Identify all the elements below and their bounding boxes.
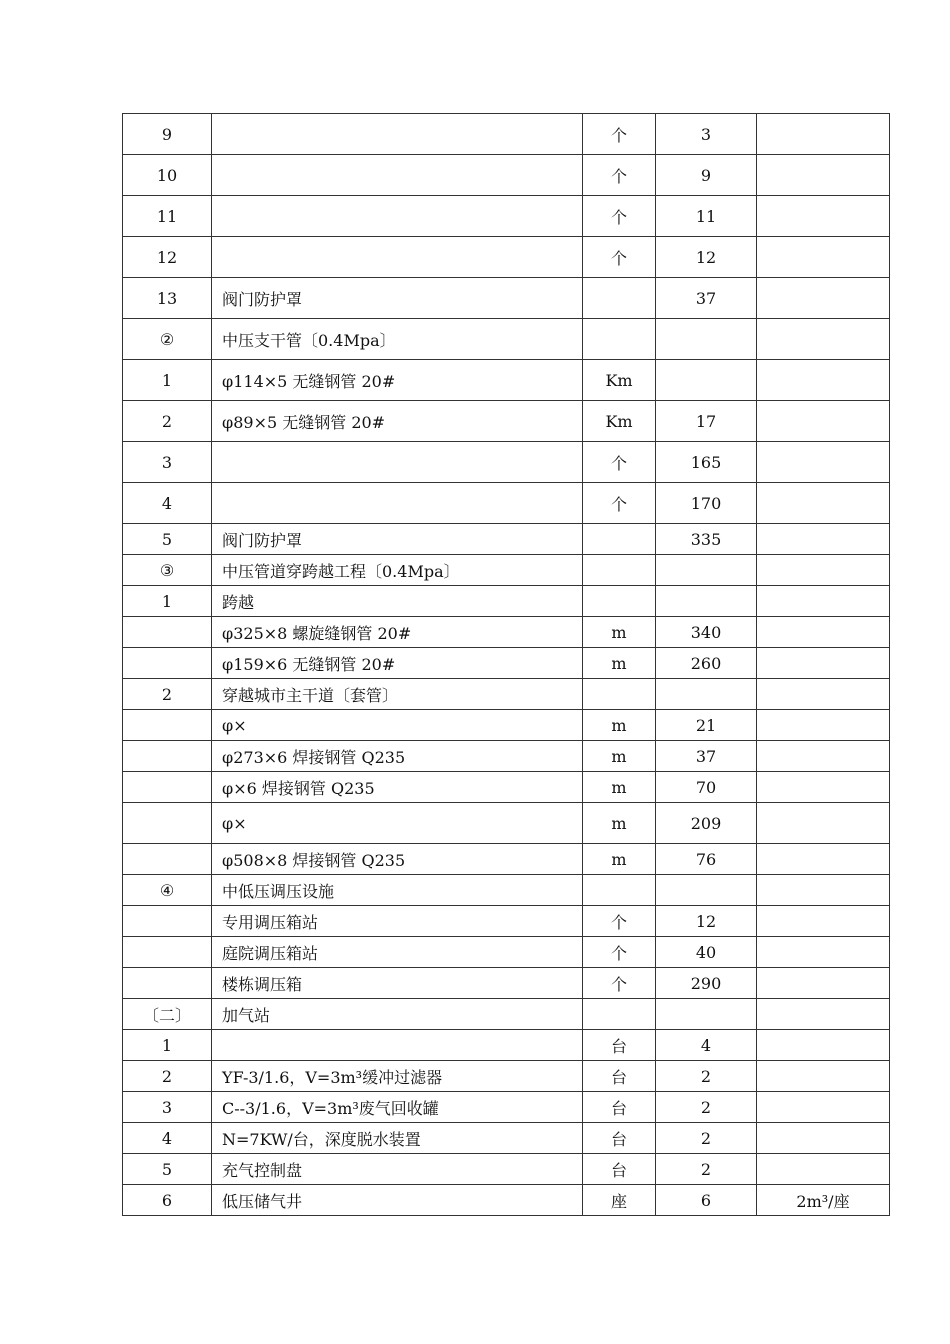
remark-cell <box>757 1154 890 1185</box>
item-name-cell <box>212 196 583 237</box>
unit-cell <box>583 586 656 617</box>
row-number-cell <box>123 803 212 844</box>
table-row <box>123 114 890 155</box>
unit-cell <box>583 524 656 555</box>
table-row <box>123 1123 890 1154</box>
table-row <box>123 401 890 442</box>
table-row <box>123 1185 890 1216</box>
unit-cell: m <box>583 710 656 741</box>
quantity-cell <box>656 586 757 617</box>
table-row <box>123 679 890 710</box>
table-row <box>123 155 890 196</box>
unit-cell: 个 <box>583 196 656 237</box>
table-row <box>123 875 890 906</box>
row-number-cell <box>123 937 212 968</box>
row-number-cell: 3 <box>123 442 212 483</box>
quantity-cell: 12 <box>656 906 757 937</box>
row-number-cell: ④ <box>123 875 212 906</box>
item-name-cell: 加气站 <box>212 999 583 1030</box>
item-name-cell <box>212 114 583 155</box>
remark-cell <box>757 401 890 442</box>
unit-cell: 台 <box>583 1092 656 1123</box>
unit-cell: Km <box>583 360 656 401</box>
remark-cell <box>757 875 890 906</box>
quantity-cell: 209 <box>656 803 757 844</box>
row-number-cell: 1 <box>123 586 212 617</box>
table-row <box>123 772 890 803</box>
remark-cell <box>757 1123 890 1154</box>
item-name-cell: N=7KW/台，深度脱水装置 <box>212 1123 583 1154</box>
item-name-cell: 专用调压箱站 <box>212 906 583 937</box>
unit-cell: m <box>583 803 656 844</box>
item-name-cell: 低压储气井 <box>212 1185 583 1216</box>
row-number-cell <box>123 741 212 772</box>
remark-cell <box>757 772 890 803</box>
row-number-cell: 1 <box>123 1030 212 1061</box>
remark-cell <box>757 155 890 196</box>
unit-cell: 个 <box>583 483 656 524</box>
unit-cell: 个 <box>583 937 656 968</box>
row-number-cell: 3 <box>123 1092 212 1123</box>
row-number-cell: 11 <box>123 196 212 237</box>
remark-cell <box>757 710 890 741</box>
unit-cell: 个 <box>583 114 656 155</box>
item-name-cell <box>212 442 583 483</box>
table-row <box>123 803 890 844</box>
unit-cell: Km <box>583 401 656 442</box>
remark-cell <box>757 999 890 1030</box>
quantity-cell: 3 <box>656 114 757 155</box>
remark-cell <box>757 906 890 937</box>
row-number-cell: 1 <box>123 360 212 401</box>
unit-cell <box>583 555 656 586</box>
remark-cell <box>757 741 890 772</box>
quantity-cell: 2 <box>656 1154 757 1185</box>
remark-cell <box>757 1030 890 1061</box>
quantity-cell: 4 <box>656 1030 757 1061</box>
quantity-cell: 37 <box>656 741 757 772</box>
item-name-cell: φ114×5 无缝钢管 20# <box>212 360 583 401</box>
item-name-cell: 阀门防护罩 <box>212 524 583 555</box>
remark-cell <box>757 278 890 319</box>
remark-cell <box>757 1092 890 1123</box>
row-number-cell <box>123 906 212 937</box>
item-name-cell <box>212 237 583 278</box>
unit-cell: 台 <box>583 1154 656 1185</box>
remark-cell <box>757 360 890 401</box>
unit-cell: m <box>583 741 656 772</box>
quantity-cell: 290 <box>656 968 757 999</box>
remark-cell <box>757 844 890 875</box>
quantity-cell: 70 <box>656 772 757 803</box>
row-number-cell: 5 <box>123 524 212 555</box>
quantity-cell <box>656 679 757 710</box>
item-name-cell: φ159×6 无缝钢管 20# <box>212 648 583 679</box>
unit-cell: 个 <box>583 906 656 937</box>
table-row <box>123 617 890 648</box>
item-name-cell: φ× <box>212 803 583 844</box>
item-name-cell: 中低压调压设施 <box>212 875 583 906</box>
unit-cell: m <box>583 617 656 648</box>
remark-cell: 2m³/座 <box>757 1185 890 1216</box>
unit-cell <box>583 319 656 360</box>
unit-cell: 台 <box>583 1061 656 1092</box>
table-row <box>123 483 890 524</box>
remark-cell <box>757 648 890 679</box>
item-name-cell: φ325×8 螺旋缝钢管 20# <box>212 617 583 648</box>
item-name-cell: φ273×6 焊接钢管 Q235 <box>212 741 583 772</box>
quantity-cell: 340 <box>656 617 757 648</box>
table-row <box>123 555 890 586</box>
table-row <box>123 710 890 741</box>
quantity-cell: 37 <box>656 278 757 319</box>
unit-cell <box>583 679 656 710</box>
row-number-cell <box>123 968 212 999</box>
row-number-cell <box>123 617 212 648</box>
item-name-cell: C--3/1.6，V=3m³废气回收罐 <box>212 1092 583 1123</box>
remark-cell <box>757 803 890 844</box>
remark-cell <box>757 555 890 586</box>
row-number-cell: 10 <box>123 155 212 196</box>
quantity-cell: 9 <box>656 155 757 196</box>
row-number-cell: ③ <box>123 555 212 586</box>
quantity-cell: 2 <box>656 1092 757 1123</box>
table-row <box>123 1092 890 1123</box>
unit-cell: 台 <box>583 1030 656 1061</box>
unit-cell: 个 <box>583 155 656 196</box>
item-name-cell: 充气控制盘 <box>212 1154 583 1185</box>
table-row <box>123 442 890 483</box>
remark-cell <box>757 679 890 710</box>
item-name-cell: φ508×8 焊接钢管 Q235 <box>212 844 583 875</box>
item-name-cell: YF-3/1.6，V=3m³缓冲过滤器 <box>212 1061 583 1092</box>
table-row <box>123 196 890 237</box>
table-row <box>123 937 890 968</box>
table-row <box>123 319 890 360</box>
row-number-cell: 9 <box>123 114 212 155</box>
quantity-cell: 6 <box>656 1185 757 1216</box>
table-row <box>123 237 890 278</box>
item-name-cell: 庭院调压箱站 <box>212 937 583 968</box>
table-row <box>123 844 890 875</box>
table-row <box>123 586 890 617</box>
table-row <box>123 999 890 1030</box>
quantity-cell: 260 <box>656 648 757 679</box>
quantity-cell: 40 <box>656 937 757 968</box>
table-row <box>123 278 890 319</box>
row-number-cell <box>123 844 212 875</box>
item-name-cell: φ×6 焊接钢管 Q235 <box>212 772 583 803</box>
unit-cell <box>583 278 656 319</box>
quantity-cell: 165 <box>656 442 757 483</box>
table-row <box>123 741 890 772</box>
item-name-cell: 阀门防护罩 <box>212 278 583 319</box>
row-number-cell: 6 <box>123 1185 212 1216</box>
remark-cell <box>757 586 890 617</box>
quantity-cell <box>656 555 757 586</box>
remark-cell <box>757 114 890 155</box>
unit-cell: 台 <box>583 1123 656 1154</box>
quantity-cell: 17 <box>656 401 757 442</box>
remark-cell <box>757 617 890 648</box>
row-number-cell: 12 <box>123 237 212 278</box>
item-name-cell: 中压支干管〔0.4Mpa〕 <box>212 319 583 360</box>
item-name-cell <box>212 1030 583 1061</box>
item-name-cell: 穿越城市主干道〔套管〕 <box>212 679 583 710</box>
quantity-cell <box>656 319 757 360</box>
remark-cell <box>757 442 890 483</box>
row-number-cell <box>123 648 212 679</box>
quantity-cell: 21 <box>656 710 757 741</box>
row-number-cell: 2 <box>123 679 212 710</box>
item-name-cell <box>212 155 583 196</box>
row-number-cell: 4 <box>123 483 212 524</box>
row-number-cell: 2 <box>123 401 212 442</box>
remark-cell <box>757 968 890 999</box>
unit-cell: m <box>583 844 656 875</box>
quantity-cell: 11 <box>656 196 757 237</box>
quantity-cell: 12 <box>656 237 757 278</box>
remark-cell <box>757 524 890 555</box>
unit-cell: 个 <box>583 442 656 483</box>
item-name-cell <box>212 483 583 524</box>
table-row <box>123 1154 890 1185</box>
quantity-cell: 335 <box>656 524 757 555</box>
quantity-cell <box>656 875 757 906</box>
unit-cell <box>583 999 656 1030</box>
item-name-cell: 跨越 <box>212 586 583 617</box>
remark-cell <box>757 937 890 968</box>
table-row <box>123 1030 890 1061</box>
item-name-cell: 楼栋调压箱 <box>212 968 583 999</box>
table-row <box>123 360 890 401</box>
equipment-table <box>122 113 890 1216</box>
unit-cell: m <box>583 648 656 679</box>
row-number-cell: 13 <box>123 278 212 319</box>
remark-cell <box>757 237 890 278</box>
item-name-cell: φ× <box>212 710 583 741</box>
quantity-cell <box>656 360 757 401</box>
remark-cell <box>757 319 890 360</box>
table-row <box>123 524 890 555</box>
table-row <box>123 906 890 937</box>
quantity-cell: 170 <box>656 483 757 524</box>
row-number-cell: 5 <box>123 1154 212 1185</box>
row-number-cell: 4 <box>123 1123 212 1154</box>
unit-cell: 个 <box>583 237 656 278</box>
table-row <box>123 1061 890 1092</box>
quantity-cell <box>656 999 757 1030</box>
unit-cell: 个 <box>583 968 656 999</box>
remark-cell <box>757 1061 890 1092</box>
unit-cell: 座 <box>583 1185 656 1216</box>
remark-cell <box>757 196 890 237</box>
table-row <box>123 648 890 679</box>
equipment-table-body <box>123 114 890 1216</box>
unit-cell: m <box>583 772 656 803</box>
quantity-cell: 76 <box>656 844 757 875</box>
table-row <box>123 968 890 999</box>
quantity-cell: 2 <box>656 1123 757 1154</box>
row-number-cell: ② <box>123 319 212 360</box>
remark-cell <box>757 483 890 524</box>
row-number-cell <box>123 772 212 803</box>
item-name-cell: 中压管道穿跨越工程〔0.4Mpa〕 <box>212 555 583 586</box>
row-number-cell <box>123 710 212 741</box>
row-number-cell: 〔二〕 <box>123 999 212 1030</box>
row-number-cell: 2 <box>123 1061 212 1092</box>
unit-cell <box>583 875 656 906</box>
item-name-cell: φ89×5 无缝钢管 20# <box>212 401 583 442</box>
quantity-cell: 2 <box>656 1061 757 1092</box>
